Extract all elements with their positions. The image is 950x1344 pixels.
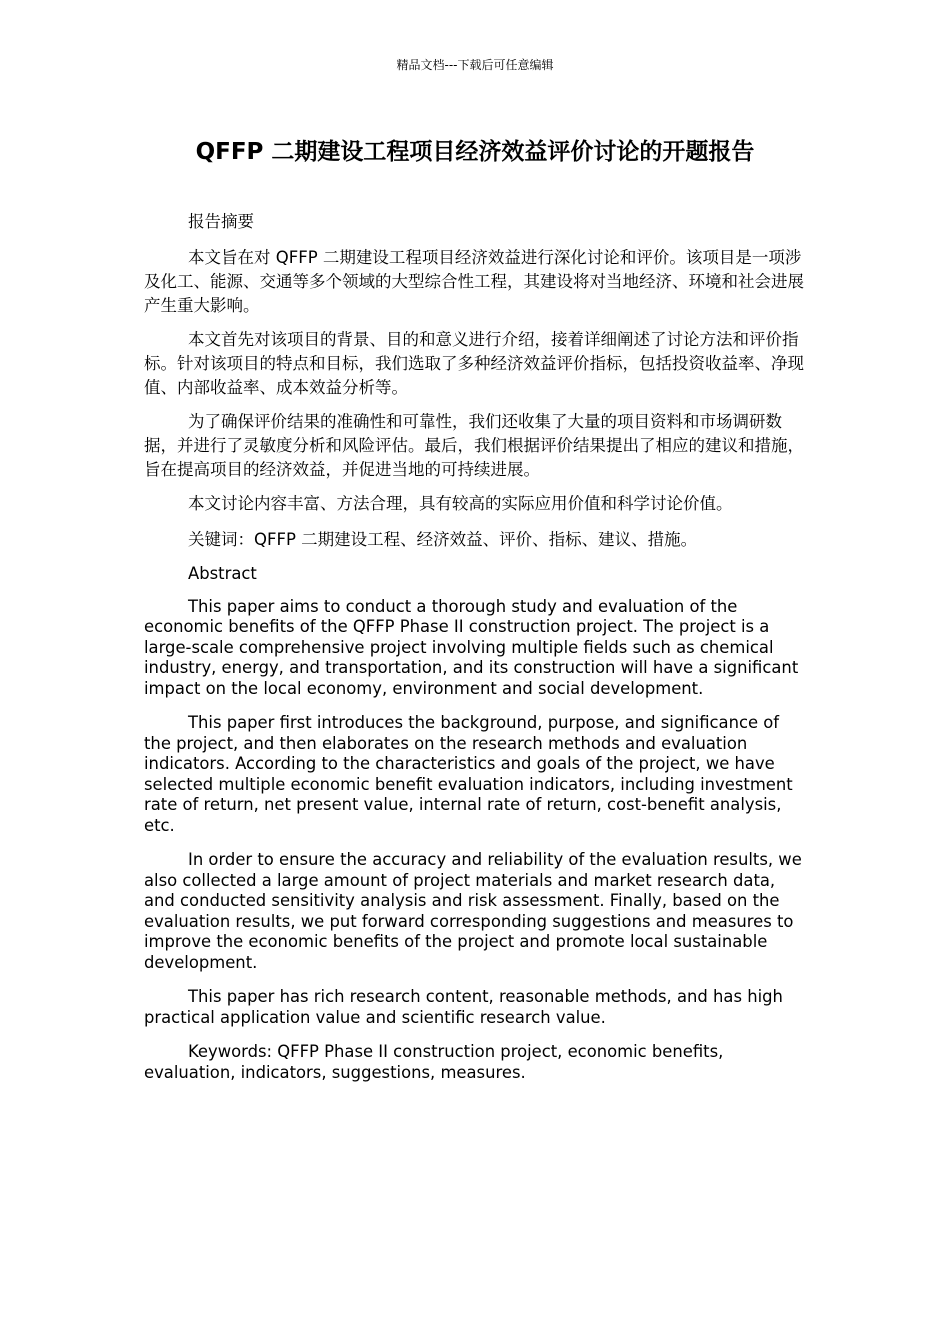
abstract-heading: Abstract [188,564,257,583]
summary-heading: 报告摘要 [188,212,254,231]
cn-paragraph-4: 本文讨论内容丰富、方法合理，具有较高的实际应用价值和科学讨论价值。 [188,494,733,513]
en-paragraph-4: This paper has rich research content, reasonable methods, and has high practical application value and scientific research value. [144,987,783,1027]
document-body [144,210,806,1097]
en-keywords: Keywords: QFFP Phase II construction project, economic benefits, evaluation, indicators, suggestions, measures. [144,1042,724,1082]
cn-paragraph-1: 本文旨在对 QFFP 二期建设工程项目经济效益进行深化讨论和评价。该项目是一项涉及化工、能源、交通等多个领域的大型综合性工程，其建设将对当地经济、环境和社会进展产生重大影响。 [144,248,804,315]
cn-paragraph-3: 为了确保评价结果的准确性和可靠性，我们还收集了大量的项目资料和市场调研数据，并进行了灵敏度分析和风险评估。最后，我们根据评价结果提出了相应的建议和措施，旨在提高项目的经济效益，并促进当地的可持续进展。 [144,412,804,479]
cn-paragraph-2: 本文首先对该项目的背景、目的和意义进行介绍，接着详细阐述了讨论方法和评价指标。针对该项目的特点和目标，我们选取了多种经济效益评价指标，包括投资收益率、净现值、内部收益率、成本效益分析等。 [144,330,804,397]
cn-keywords: 关键词：QFFP 二期建设工程、经济效益、评价、指标、建议、措施。 [188,530,698,549]
en-paragraph-2: This paper first introduces the background, purpose, and significance of the project, and then elaborates on the research methods and evaluation indicators. According to the characteristics and goals of the project, we have selected multiple economic benefit evaluation indicators, including investment rate of return, net present value, internal rate of return, cost-benefit analysis, etc. [144,713,793,835]
page-header: 精品文档---下载后可任意编辑 [396,58,554,72]
en-paragraph-3: In order to ensure the accuracy and reliability of the evaluation results, we also collected a large amount of project materials and market research data, and conducted sensitivity analysis and risk assessment. Finally, based on the evaluation results, we put forward corresponding suggestions and measures to improve the economic benefits of the project and promote local sustainable development. [144,850,802,972]
document-title: QFFP 二期建设工程项目经济效益评价讨论的开题报告 [195,139,755,165]
en-paragraph-1: This paper aims to conduct a thorough study and evaluation of the economic benefits of the QFFP Phase II construction project. The project is a large-scale comprehensive project involving multiple fields such as chemical industry, energy, and transportation, and its construction will have a significant impact on the local economy, environment and social development. [144,596,799,698]
